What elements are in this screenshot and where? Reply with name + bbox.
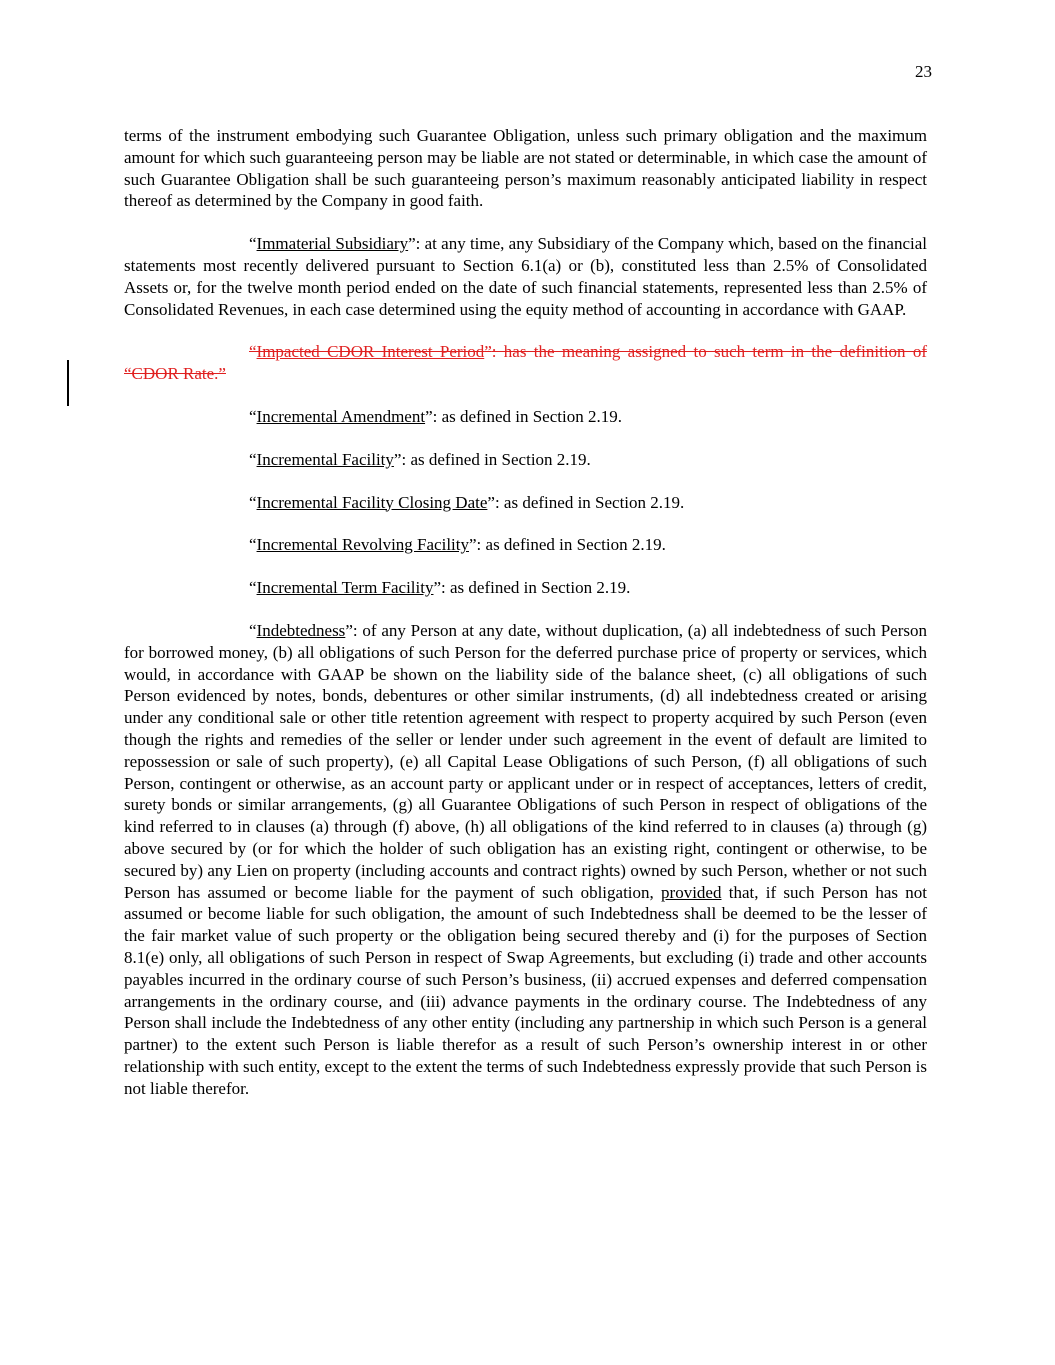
definition-immaterial-subsidiary [124,233,927,320]
definition-text: : as defined in Section 2.19. [494,492,685,512]
defined-term: Impacted CDOR Interest Period [256,342,485,362]
definition-incremental-amendment [124,406,927,428]
close-quote: ” [393,449,402,469]
defined-term: Incremental Facility Closing Date [256,492,488,512]
defined-term: Immaterial Subsidiary [256,234,409,254]
definition-impacted-cdor-interest-period-deleted [124,341,927,385]
open-quote: “ [249,406,257,426]
definition-text-continued: that, if such Person has not assumed or become liable for such obligation, the amount of such Indebtedness shall be deemed to be the lesser of the fair market value of such property or the obligation being secured thereby and (i) for the purposes of Section 8.1(e) only, all obligations of such Person in respect of Swap Agreements, but excluding (i) trade and other accounts payables incurred in the ordinary course of such Person’s business, (ii) accrued expenses and deferred compensation arrangements in the ordinary course, and (iii) advance payments in the ordinary course. The Indebtedness of any Person shall include the Indebtedness of any other entity (including any partnership in which such Person is a general partner) to the extent such Person is liable therefor as a result of such Person’s ownership interest in or other relationship with such entity, except to the extent the terms of such Indebtedness expressly provide that such Person is not liable therefor. [124,882,928,1098]
definition-text: : as defined in Section 2.19. [401,449,591,469]
open-quote: “ [249,620,257,640]
definition-text: : at any time, any Subsidiary of the Company which, based on the financial statements most recently delivered pursuant to Section 6.1(a) or (b), constituted less than 2.5% of Consolidated Assets or, for the twelve month period ended on the date of such financial statements, represented less than 2.5% of Consolidated Revenues, in each case determined using the equity method of accounting in accordance with GAAP. [124,234,927,319]
definition-incremental-revolving-facility [124,534,927,556]
definition-text: : as defined in Section 2.19. [432,406,622,426]
defined-term: Incremental Facility [256,449,394,469]
open-quote: “ [249,492,257,512]
definition-text: : of any Person at any date, without duplication, (a) all indebtedness of such Person for borrowed money, (b) all obligations of such Person for the deferred purchase price of property or services, which would, in accordance with GAAP be shown on the liability side of the balance sheet, (c) all obligations of such Person evidenced by notes, bonds, debentures or other similar instruments, (d) all indebtedness created or arising under any conditional sale or other title retention agreement with respect to property acquired by such Person (even though the rights and remedies of the seller or lender under such agreement in the event of default are limited to repossession or sale of such property), (e) all Capital Lease Obligations of such Person, (f) all obligations of such Person, contingent or otherwise, as an account party or applicant under or in respect of acceptances, letters of credit, surety bonds or similar arrangements, (g) all Guarantee Obligations of such Person in respect of obligations of the kind referred to in clauses (a) through (f) above, (h) all obligations of the kind referred to in clauses (a) through (g) above secured by (or for which the holder of such obligation has an existing right, contingent or otherwise, to be secured by) any Lien on property (including accounts and contract rights) owned by such Person, whether or not such Person has assumed or become liable for the payment of such obligation, [124,620,927,902]
close-quote: ” [408,234,416,254]
definition-indebtedness [124,620,927,1100]
open-quote: “ [249,578,257,598]
defined-term: Incremental Amendment [256,406,426,426]
continuation-paragraph: terms of the instrument embodying such Guarantee Obligation, unless such primary obligation and the maximum amount for which such guaranteeing person may be liable are not stated or determinable, in which case the amount of such Guarantee Obligation shall be such guaranteeing person’s maximum reasonably anticipated liability in respect thereof as determined by the Company in good faith. [124,126,927,211]
definition-incremental-facility-closing-date [124,492,927,514]
close-quote: ” [469,535,477,555]
definition-incremental-facility [124,449,927,471]
definition-text: : has the meaning assigned to such term in the definition of “CDOR Rate.” [124,342,927,384]
defined-term: Indebtedness [256,620,346,640]
close-quote: ” [484,342,492,362]
open-quote: “ [249,535,257,555]
definition-text: : as defined in Section 2.19. [441,578,631,598]
close-quote: ” [425,406,433,426]
close-quote: ” [433,578,442,598]
proviso-term: provided [661,882,722,902]
open-quote: “ [249,449,257,469]
page-number: 23 [915,62,932,81]
document-body [124,125,927,1120]
close-quote: ” [345,620,353,640]
open-quote: “ [249,342,257,362]
definition-incremental-term-facility [124,577,927,599]
definition-text: : as defined in Section 2.19. [476,535,666,555]
open-quote: “ [249,234,257,254]
defined-term: Incremental Revolving Facility [256,535,469,555]
revision-change-bar [67,360,69,406]
close-quote: ” [487,492,495,512]
defined-term: Incremental Term Facility [256,578,434,598]
